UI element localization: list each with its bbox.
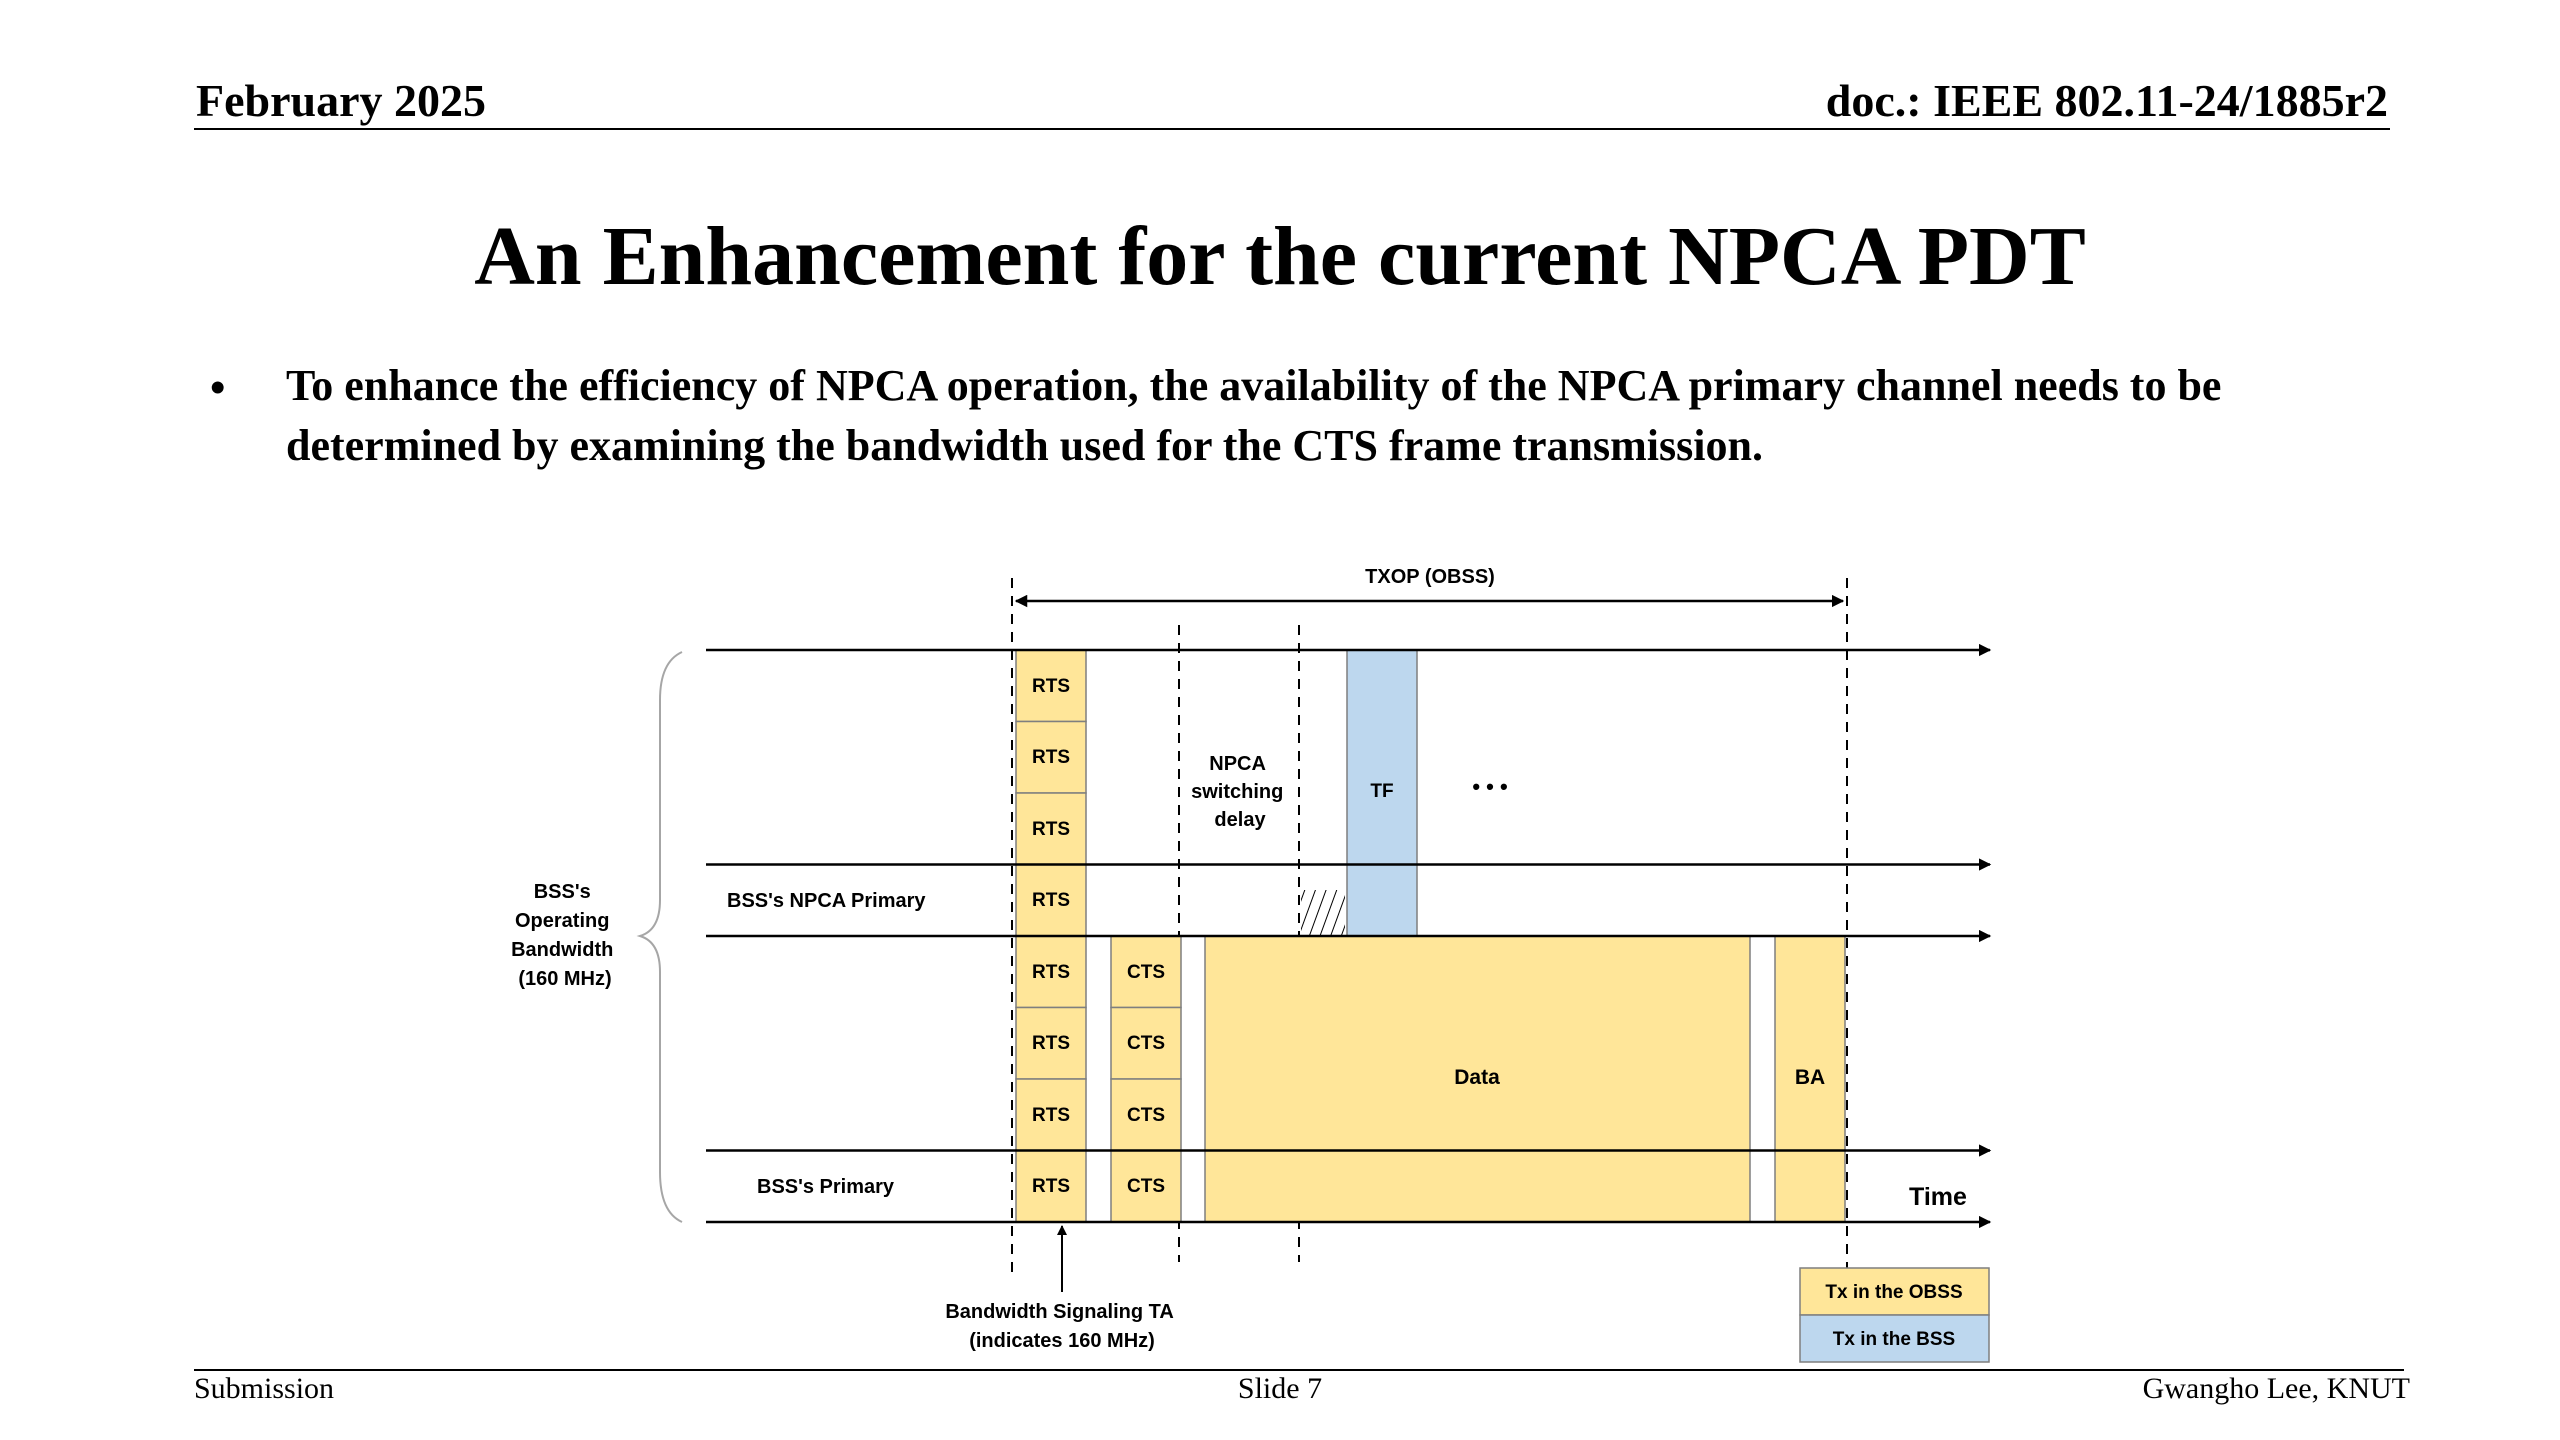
bullet-marker: •: [210, 363, 226, 412]
header-date: February 2025: [196, 75, 487, 126]
slide-title: An Enhancement for the current NPCA PDT: [474, 210, 2086, 303]
ba-label: BA: [1794, 1066, 1826, 1089]
operating-bandwidth-label: BSS's Operating Bandwidth (160 MHz): [511, 881, 614, 990]
bw-signaling-label: Bandwidth Signaling TA (indicates 160 MHz): [945, 1301, 1174, 1352]
switching-delay-hatch: [1301, 890, 1345, 935]
bullet-text: To enhance the efficiency of NPCA operation, the availability of the NPCA primary channel needs to be determined by examining the bandwidth used for the CTS frame transmission.: [286, 361, 2222, 470]
rts-label-7: RTS: [1032, 1105, 1070, 1126]
rts-label-2: RTS: [1032, 747, 1070, 768]
footer-author: Gwangho Lee, KNUT: [2142, 1372, 2410, 1405]
cts-label-4: CTS: [1127, 1176, 1165, 1197]
legend-obss-label: Tx in the OBSS: [1825, 1282, 1963, 1303]
rts-label-1: RTS: [1032, 676, 1070, 697]
header-doc-id: doc.: IEEE 802.11-24/1885r2: [1825, 75, 2388, 126]
rts-label-5: RTS: [1032, 962, 1070, 983]
rts-label-6: RTS: [1032, 1033, 1070, 1054]
time-label: Time: [1909, 1183, 1967, 1211]
footer-slide-number: Slide 7: [1237, 1372, 1323, 1405]
primary-label: BSS's Primary: [757, 1176, 895, 1198]
npca-switching-delay-label: NPCA switching delay: [1191, 753, 1284, 831]
cts-label-3: CTS: [1127, 1105, 1165, 1126]
ellipsis: • • •: [1472, 774, 1508, 799]
data-label: Data: [1454, 1066, 1500, 1089]
rts-label-4: RTS: [1032, 890, 1070, 911]
rts-label-3: RTS: [1032, 819, 1070, 840]
footer-submission: Submission: [194, 1372, 335, 1405]
tf-label: TF: [1370, 781, 1394, 802]
cts-label-1: CTS: [1127, 962, 1165, 983]
npca-primary-label: BSS's NPCA Primary: [727, 890, 926, 912]
rts-label-8: RTS: [1032, 1176, 1070, 1197]
cts-label-2: CTS: [1127, 1033, 1165, 1054]
txop-label: TXOP (OBSS): [1365, 566, 1495, 588]
operating-bandwidth-brace: [640, 652, 682, 1222]
footer-rule: [194, 1369, 2404, 1371]
legend-bss-label: Tx in the BSS: [1832, 1329, 1956, 1350]
